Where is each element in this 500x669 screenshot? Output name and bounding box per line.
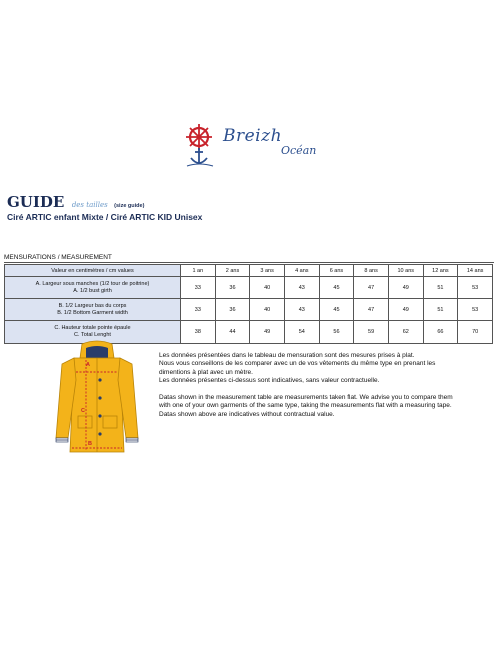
row-label-fr: A. Largeur sous manches (1/2 tour de poitrine) bbox=[35, 280, 150, 287]
table-row bbox=[5, 299, 493, 321]
info-spacer bbox=[159, 385, 459, 394]
table-cell: 33 bbox=[181, 277, 216, 299]
table-cell: 47 bbox=[354, 299, 389, 321]
size-header: 2 ans bbox=[215, 265, 250, 277]
row-label-en: A. 1/2 bust girth bbox=[73, 287, 112, 294]
table-row bbox=[5, 277, 493, 299]
table-header-row bbox=[5, 265, 493, 277]
measurement-mark-a: A bbox=[86, 362, 90, 368]
size-header: 6 ans bbox=[319, 265, 354, 277]
info-fr-3: Les données présentes ci-dessus sont indicatives, sans valeur contractuelle. bbox=[159, 376, 380, 384]
size-header: 10 ans bbox=[388, 265, 423, 277]
table-cell: 45 bbox=[319, 299, 354, 321]
row-label-fr: C. Hauteur totale pointe épaule bbox=[54, 325, 131, 331]
table-cell: 62 bbox=[388, 321, 423, 344]
table-cell: 51 bbox=[423, 277, 458, 299]
table-cell: 59 bbox=[354, 321, 389, 344]
table-cell: 36 bbox=[215, 277, 250, 299]
brand-name-secondary: Océan bbox=[281, 144, 317, 157]
section-divider bbox=[4, 262, 494, 263]
info-fr-1: Les données présentées dans le tableau de mensuration sont des mesures prises à plat. bbox=[159, 352, 415, 359]
size-header: 1 an bbox=[181, 265, 216, 277]
row-label bbox=[5, 299, 181, 321]
table-cell: 51 bbox=[423, 299, 458, 321]
size-header: 4 ans bbox=[284, 265, 319, 277]
table-cell: 40 bbox=[250, 277, 285, 299]
size-header: 14 ans bbox=[458, 265, 493, 277]
table-cell: 54 bbox=[284, 321, 319, 344]
guide-subtitle: des tailles bbox=[71, 201, 108, 209]
raincoat-diagram bbox=[52, 340, 142, 466]
guide-title: GUIDE bbox=[7, 193, 65, 211]
table-cell: 49 bbox=[250, 321, 285, 344]
section-label: MENSURATIONS / MEASUREMENT bbox=[4, 254, 112, 261]
guide-subtitle-en: (size guide) bbox=[114, 203, 145, 209]
measurement-table bbox=[4, 264, 493, 344]
table-cell: 36 bbox=[215, 299, 250, 321]
table-cell: 45 bbox=[319, 277, 354, 299]
table-cell: 49 bbox=[388, 299, 423, 321]
table-cell: 47 bbox=[354, 277, 389, 299]
table-cell: 70 bbox=[458, 321, 493, 344]
table-cell: 66 bbox=[423, 321, 458, 344]
table-cell: 53 bbox=[458, 277, 493, 299]
info-fr-2: Nous vous conseillons de les comparer avec un de vos vêtements du même type en prenant les dimentions à plat avec un mètre. bbox=[159, 360, 436, 376]
row-label bbox=[5, 277, 181, 299]
row-label-en: B. 1/2 Bottom Garment width bbox=[57, 309, 128, 316]
guide-heading bbox=[7, 193, 144, 212]
table-cell: 38 bbox=[181, 321, 216, 344]
table-cell: 40 bbox=[250, 299, 285, 321]
size-header: 8 ans bbox=[354, 265, 389, 277]
size-header: 3 ans bbox=[250, 265, 285, 277]
table-cell: 43 bbox=[284, 277, 319, 299]
measurement-mark-b: B bbox=[88, 441, 92, 447]
row-label-en: C. Total Lenght bbox=[74, 332, 111, 338]
brand-logo bbox=[183, 122, 333, 168]
table-cell: 43 bbox=[284, 299, 319, 321]
table-cell: 44 bbox=[215, 321, 250, 344]
table-cell: 53 bbox=[458, 299, 493, 321]
info-en-2: Datas shown above are indicatives without contractual value. bbox=[159, 410, 335, 418]
table-header-label: Valeur en centimètres / cm values bbox=[5, 265, 181, 277]
row-label-fr: B. 1/2 Largeur bas du corps bbox=[58, 302, 127, 309]
measurement-mark-c: C bbox=[81, 408, 85, 414]
table-cell: 33 bbox=[181, 299, 216, 321]
product-title: Ciré ARTIC enfant Mixte / Ciré ARTIC KID Unisex bbox=[7, 212, 203, 222]
table-cell: 56 bbox=[319, 321, 354, 344]
size-header: 12 ans bbox=[423, 265, 458, 277]
ship-wheel-anchor-icon bbox=[183, 122, 219, 168]
table-cell: 49 bbox=[388, 277, 423, 299]
info-en-1: Datas shown in the measurement table are measurements taken flat. We advise you to compare them with one of your own garments of the same type, taking the measurements flat with a measuring tape. bbox=[159, 394, 453, 410]
info-text bbox=[159, 352, 459, 419]
brand-name: Breizh bbox=[223, 126, 283, 146]
